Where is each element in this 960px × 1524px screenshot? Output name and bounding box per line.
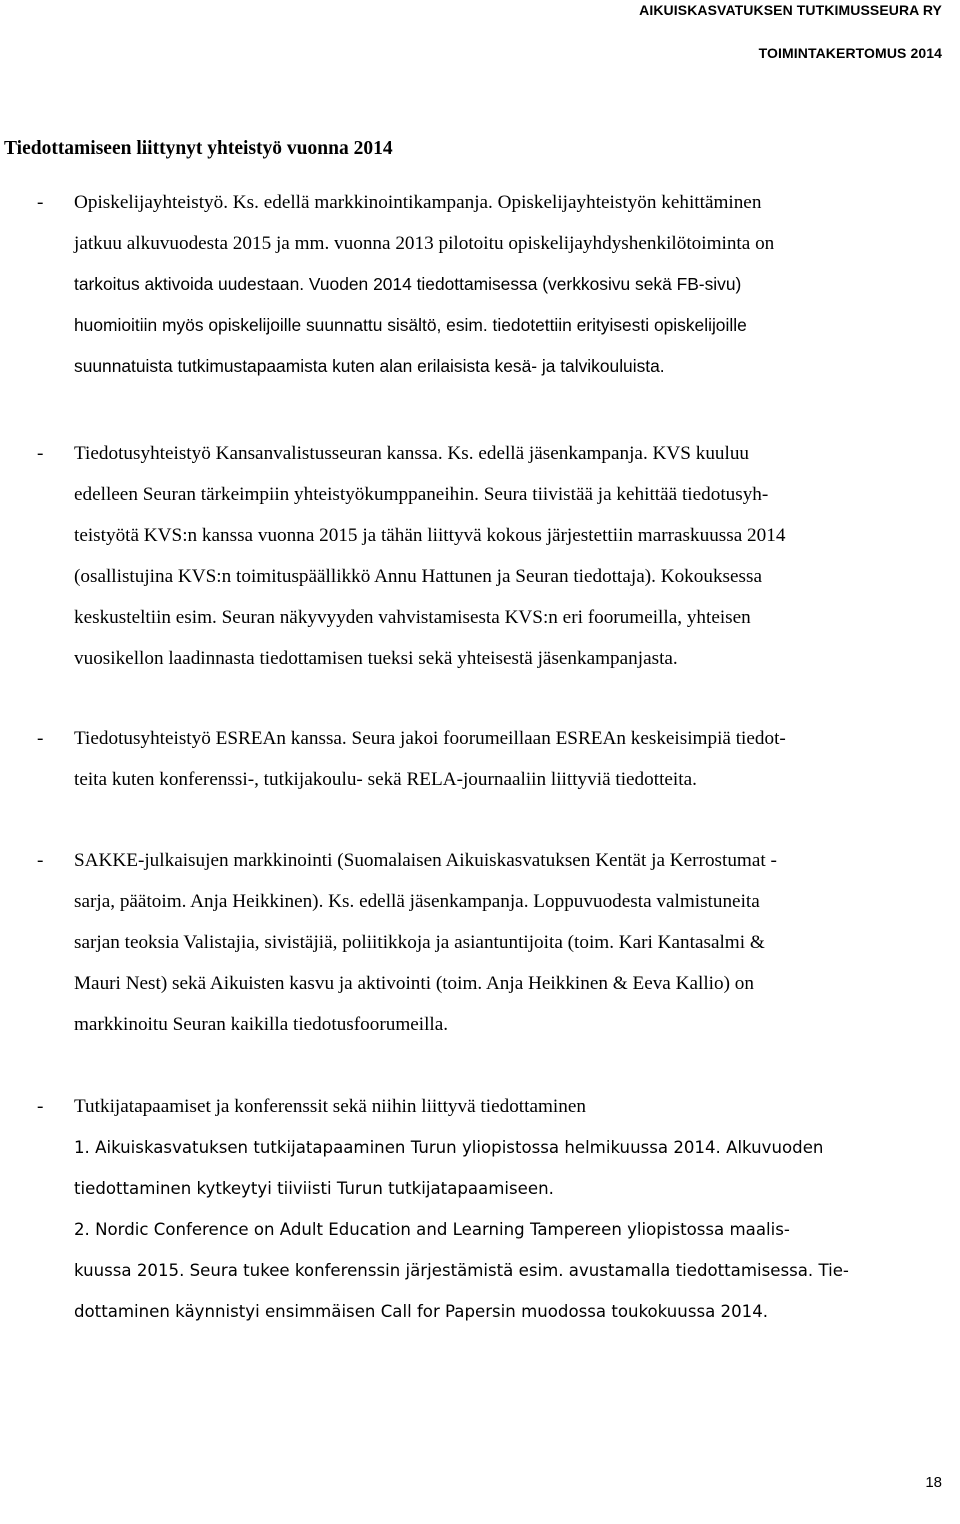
text-line: edelleen Seuran tärkeimpiin yhteistyökumppaneihin. Seura tiivistää ja kehittää tiedotusyh- <box>74 484 769 505</box>
text-line: Tiedotusyhteistyö Kansanvalistusseuran kanssa. Ks. edellä jäsenkampanja. KVS kuuluu <box>74 443 750 464</box>
header-organization: AIKUISKASVATUKSEN TUTKIMUSSEURA RY <box>639 2 942 18</box>
text-line: Tiedotusyhteistyö ESREAn kanssa. Seura jakoi foorumeillaan ESREAn keskeisimpiä tiedot- <box>74 728 786 749</box>
header-report-title: TOIMINTAKERTOMUS 2014 <box>758 45 942 61</box>
page-number: 18 <box>925 1474 942 1491</box>
text-line: vuosikellon laadinnasta tiedottamisen tueksi sekä yhteisestä jäsenkampanjasta. <box>74 648 678 669</box>
text-line: Opiskelijayhteistyö. Ks. edellä markkinointikampanja. Opiskelijayhteistyön kehittäminen <box>74 192 762 213</box>
text-line: Tutkijatapaamiset ja konferenssit sekä niihin liittyvä tiedottaminen <box>74 1096 586 1117</box>
list-marker: - <box>37 443 44 464</box>
text-line: keskusteltiin esim. Seuran näkyvyyden vahvistamisesta KVS:n eri foorumeilla, yhteisen <box>74 607 751 628</box>
text-line: dottaminen käynnistyi ensimmäisen Call for Papersin muodossa toukokuussa 2014. <box>74 1302 769 1321</box>
list-item-text <box>74 840 777 1045</box>
section-title: Tiedottamiseen liittynyt yhteistyö vuonna 2014 <box>4 138 393 159</box>
text-line: teistyötä KVS:n kanssa vuonna 2015 ja tähän liittyvä kokous järjestettiin marraskuussa 2014 <box>74 525 786 546</box>
list-marker: - <box>37 192 44 213</box>
text-line: tarkoitus aktivoida uudestaan. Vuoden 2014 tiedottamisessa (verkkosivu sekä FB-sivu) <box>74 274 742 294</box>
text-line: jatkuu alkuvuodesta 2015 ja mm. vuonna 2013 pilotoitu opiskelijayhdyshenkilötoiminta on <box>74 233 775 254</box>
list-item-text <box>74 182 774 387</box>
text-line: sarja, päätoim. Anja Heikkinen). Ks. edellä jäsenkampanja. Loppuvuodesta valmistuneita <box>74 891 760 912</box>
text-line: kuussa 2015. Seura tukee konferenssin järjestämistä esim. avustamalla tiedottamisessa. Tie- <box>74 1261 849 1280</box>
text-line: (osallistujina KVS:n toimituspäällikkö Annu Hattunen ja Seuran tiedottaja). Kokouksessa <box>74 566 762 587</box>
text-line: tiedottaminen kytkeytyi tiiviisti Turun tutkijatapaamiseen. <box>74 1179 554 1198</box>
text-line: SAKKE-julkaisujen markkinointi (Suomalaisen Aikuiskasvatuksen Kentät ja Kerrostumat - <box>74 850 777 871</box>
list-item-text <box>74 718 786 800</box>
text-line: teita kuten konferenssi-, tutkijakoulu- sekä RELA-journaaliin liittyviä tiedotteita. <box>74 769 697 790</box>
text-line: 2. Nordic Conference on Adult Education and Learning Tampereen yliopistossa maalis- <box>74 1220 790 1239</box>
text-line: markkinoitu Seuran kaikilla tiedotusfoorumeilla. <box>74 1014 449 1035</box>
text-line: 1. Aikuiskasvatuksen tutkijatapaaminen Turun yliopistossa helmikuussa 2014. Alkuvuoden <box>74 1138 824 1157</box>
list-marker: - <box>37 850 44 871</box>
text-line: huomioitiin myös opiskelijoille suunnattu sisältö, esim. tiedotettiin erityisesti opiskelijoille <box>74 315 747 335</box>
text-line: Mauri Nest) sekä Aikuisten kasvu ja aktivointi (toim. Anja Heikkinen & Eeva Kallio) on <box>74 973 754 994</box>
list-item-text <box>74 433 785 679</box>
list-item-text <box>74 1086 849 1332</box>
list-marker: - <box>37 728 44 749</box>
list-marker: - <box>37 1096 44 1117</box>
text-line: suunnatuista tutkimustapaamista kuten alan erilaisista kesä- ja talvikouluista. <box>74 356 665 376</box>
text-line: sarjan teoksia Valistajia, sivistäjiä, poliitikkoja ja asiantuntijoita (toim. Kari Kantasalmi & <box>74 932 765 953</box>
